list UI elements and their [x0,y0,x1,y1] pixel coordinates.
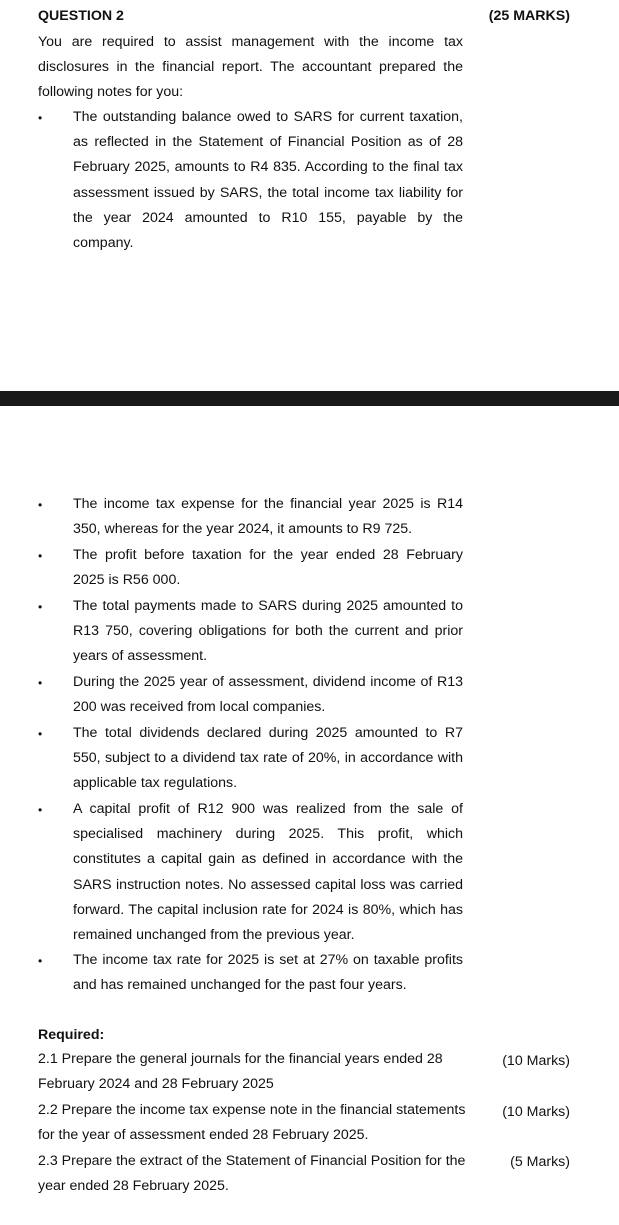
bullet-icon: • [38,803,43,817]
bullet-item-4: The total payments made to SARS during 2025 amounted to R13 750, covering obligations for both the current and prior years of assessment. [73,598,463,665]
required-item-2-2-marks: (10 Marks) [502,1104,570,1120]
required-item-2-2: 2.2 Prepare the income tax expense note in the financial statements for the year of assessment ended 28 February 2025. [38,1102,466,1144]
bullet-item-3: The profit before taxation for the year ended 28 February 2025 is R56 000. [73,547,463,589]
bullet-item-6: The total dividends declared during 2025 amounted to R7 550, subject to a dividend tax rate of 20%, in accordance with applicable tax regulations. [73,725,463,792]
bullet-icon: • [38,954,43,968]
scan-divider-band [0,391,619,406]
bullet-item-8: The income tax rate for 2025 is set at 27% on taxable profits and has remained unchanged for the past four years. [73,952,463,994]
bullet-icon: • [38,498,43,512]
bullet-item-2: The income tax expense for the financial year 2025 is R14 350, whereas for the year 2024, it amounts to R9 725. [73,496,463,538]
required-item-2-1: 2.1 Prepare the general journals for the financial years ended 28 February 2024 and 28 February 2025 [38,1051,443,1093]
bullet-icon: • [38,549,43,563]
bullet-icon: • [38,111,43,125]
bullet-icon: • [38,727,43,741]
intro-paragraph: You are required to assist management with the income tax disclosures in the financial report. The accountant prepared the following notes for you: [38,34,463,101]
required-item-2-1-marks: (10 Marks) [502,1053,570,1069]
question-title: QUESTION 2 [38,8,124,24]
bullet-item-1: The outstanding balance owed to SARS for current taxation, as reflected in the Statement of Financial Position as of 28 February 2025, amounts to R4 835. According to the final tax assessment issued by SARS, the total income tax liability for the year 2024 amounted to R10 155, payable by the company. [73,109,463,252]
bullet-icon: • [38,676,43,690]
question-marks: (25 MARKS) [488,8,570,24]
bullet-item-5: During the 2025 year of assessment, dividend income of R13 200 was received from local companies. [73,674,463,716]
required-item-2-3: 2.3 Prepare the extract of the Statement of Financial Position for the year ended 28 February 2025. [38,1153,466,1195]
required-item-2-3-marks: (5 Marks) [510,1154,570,1170]
required-heading: Required: [38,1027,105,1043]
bullet-item-7: A capital profit of R12 900 was realized from the sale of specialised machinery during 2025. This profit, which constitutes a capital gain as defined in accordance with the SARS instruction notes. No assessed capital loss was carried forward. The capital inclusion rate for 2024 is 80%, which has remained unchanged from the previous year. [73,801,463,944]
bullet-icon: • [38,600,43,614]
